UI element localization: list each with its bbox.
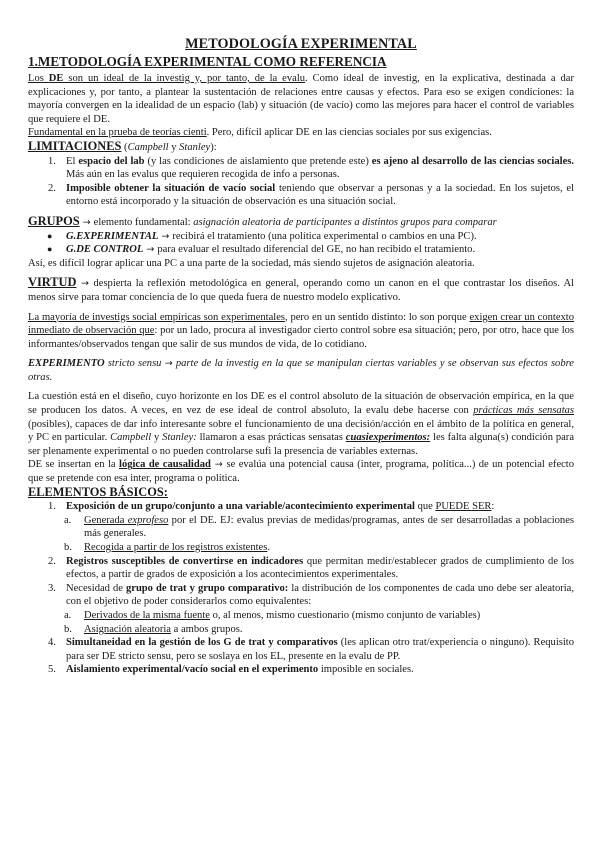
text: recibirá el tratamiento (una política experimental o cambios en una PC). [172, 230, 477, 242]
list-item [28, 155, 574, 182]
underlined-text: Derivados de la misma fuente [84, 609, 210, 621]
italic-text: Stanley [179, 141, 211, 153]
list-number: 5. [48, 664, 56, 676]
text: que permitan medir/establecer grados de cumplimiento de los efectos, a partir de grados de exposición a los acontecimientos experimentales. [66, 555, 574, 581]
list-item [28, 230, 574, 244]
section-heading-elementos: ELEMENTOS BÁSICOS: [28, 484, 168, 499]
bold-text: Simultaneidad en la gestión de los G de trat y comparativos [66, 637, 338, 649]
cuestion-paragraph [28, 390, 574, 458]
bold-text: es ajeno al desarrollo de las ciencias sociales. [371, 155, 574, 167]
underlined-text: PUEDE SER [435, 501, 492, 513]
text: y [168, 141, 180, 153]
bold-text: espacio del lab [78, 155, 145, 167]
text: la distribución de los componentes de cada uno debe ser aleatoria, con el objetivo de poder considerarlos como equivalentes: [66, 582, 574, 608]
text: imposible en sociales. [318, 664, 414, 676]
bold-text: grupo de trat y grupo comparativo: [125, 582, 289, 594]
text: por el DE. EJ: evalus previas de medidas/programas, antes de ser desarrolladas a poblaciones más generales. [84, 514, 574, 540]
list-number: 3. [48, 582, 56, 594]
text: elemento fundamental: [93, 216, 194, 228]
underlined-text: Generada [84, 514, 128, 526]
grupos-paragraph [28, 215, 574, 230]
list-item [28, 555, 574, 582]
text: Los [28, 73, 49, 84]
list-item [28, 514, 574, 541]
section-heading-virtud: VIRTUD [28, 275, 77, 290]
text: (les aplican otro trat/experiencia o ninguno). Requisito para ser DE stricto sensu, pero se soslaya en los EL, presente en la evalu de PP. [66, 637, 574, 662]
list-item [28, 541, 574, 555]
underlined-text: Recogida a partir de los registros existentes [84, 542, 268, 553]
text: La cuestión está en el diseño, cuyo horizonte en los DE es el control absoluto de la situación de observación empírica, en la que se producen los datos. A veces, en vez de ese ideal de control absoluto, la evalu debe hacerse con [28, 391, 574, 417]
arrow-icon: → [143, 244, 158, 256]
list-number: 2. [48, 555, 56, 567]
text: : por un lado, procura al investigador cierto control sobre esa situación; pero, por otro, hace que los informantes/observados tengan que salir de sus mundos de vida, de lo cotidiano. [28, 325, 574, 350]
italic-text: Campbell [127, 141, 169, 153]
text: Necesidad de [66, 582, 126, 594]
text: que [414, 501, 436, 513]
text: : [491, 501, 495, 513]
bold-underlined-italic-text: cuasiexperimentos: [345, 432, 431, 444]
mayoria-paragraph [28, 311, 574, 352]
limitaciones-list [28, 155, 574, 209]
list-letter: b. [64, 623, 72, 635]
arrow-icon: → [76, 278, 94, 290]
italic-text: parte de la investig en la que se manipulan ciertas variables y se observan sus efectos sobre otras. [28, 358, 574, 383]
bold-text: Imposible obtener la situación de vacío social [66, 182, 276, 194]
list-item [28, 182, 574, 209]
arrow-icon: → [79, 216, 94, 228]
list-item [28, 663, 574, 677]
virtud-paragraph [28, 276, 574, 304]
elementos-list [28, 500, 574, 514]
bold-underlined-text: lógica de causalidad [119, 459, 211, 471]
underlined-text: exigen crear un contexto inmediato de observación que [28, 311, 574, 337]
text: se evalúa una potencial causa (inter, programa, política...) de un potencial efecto que se pretende con esa inter, programa o política. [28, 459, 575, 485]
section-heading-limitaciones: LIMITACIONES [28, 138, 122, 153]
text: les falta alguna(s) condición para ser plenamente experimental o no pueden controlarse sufi la presencia de variables externas. [28, 432, 574, 457]
bold-text: DE [48, 73, 64, 84]
list-letter: a. [64, 514, 72, 526]
bold-text: Registros susceptibles de convertirse en indicadores [66, 555, 304, 567]
list-item [28, 623, 574, 637]
text: ): [210, 141, 217, 153]
section-heading-metodologia: 1.METODOLOGÍA EXPERIMENTAL COMO REFERENCIA [28, 54, 387, 69]
text: . Pero, difícil aplicar DE en las ciencias sociales por sus exigencias. [206, 127, 492, 139]
text: DE se insertan en la [28, 459, 120, 471]
elementos-sublist-1 [28, 514, 574, 555]
text: y [151, 432, 163, 444]
elementos-list-cont [28, 555, 574, 609]
underlined-text: Fundamental en la prueba de teorías cienti [28, 127, 207, 139]
list-number: 4. [48, 637, 56, 649]
grupos-after: Así, es difícil lograr aplicar una PC a una parte de la sociedad, más siendo sujetos de asignación aleatoria. [28, 257, 475, 269]
text: , pero en un sentido distinto: lo son porque [285, 311, 470, 323]
bold-text: Exposición de un grupo/conjunto a una variable/acontecimiento experimental [66, 501, 415, 513]
elementos-heading-line [28, 486, 574, 501]
experimento-paragraph [28, 357, 574, 384]
elementos-sublist-3 [28, 609, 574, 636]
paragraph-fundamental [28, 126, 574, 140]
limitaciones-heading-line [28, 140, 574, 155]
text: llamaron a esas prácticas sensatas [196, 432, 346, 444]
list-letter: b. [64, 542, 72, 553]
bold-text: Aislamiento experimental/vacío social en el experimento [66, 664, 319, 676]
text: . [267, 542, 270, 553]
paragraph-ideal-investig [28, 72, 574, 126]
italic-text: Stanley: [162, 432, 197, 444]
bold-italic-text: EXPERIMENTO [28, 358, 105, 370]
section-heading-grupos: GRUPOS [28, 213, 80, 228]
bullet-icon: ● [47, 244, 53, 255]
list-number: 2. [48, 182, 56, 194]
text: o, al menos, mismo cuestionario (mismo conjunto de variables) [209, 609, 481, 621]
text: teniendo que observar a personas y a la sociedad. En los sujetos, el entorno está incorporado y la situación de observación es una situación social. [66, 182, 575, 208]
italic-text: stricto sensu [104, 358, 165, 370]
text: para evaluar el resultado diferencial del GE, no han recibido el tratamiento. [157, 244, 476, 256]
text: El [66, 155, 79, 167]
underlined-text [28, 73, 305, 84]
italic-text: Campbell [110, 432, 152, 444]
text: Más aún en las evalus que requieren recogida de info a personas. [66, 169, 340, 181]
text: . Como ideal de investig, en la explicativa, destinada a dar explicaciones y, por tanto, a plantear la sustentación de relaciones entre causas y efectos. Para eso se exigen condiciones: la mayoría convergen en la idealidad de un espacio (lab) y situación (de vacío) como las mejores para hacer el control de variables que requiere el DE. [28, 73, 574, 125]
list-letter: a. [64, 609, 72, 621]
list-item [28, 609, 574, 623]
list-item [28, 243, 574, 257]
italic-text: asignación aleatoria de participantes a distintos grupos para comparar [193, 216, 497, 228]
underlined-italic-text: prácticas más sensatas [473, 405, 575, 417]
underlined-italic-text: exprofeso [127, 514, 169, 526]
list-item [28, 500, 574, 514]
bold-italic-text: G.DE CONTROL [66, 244, 144, 256]
list-number: 1. [48, 155, 56, 167]
text: (posibles), capaces de dar info interesante sobre el funcionamiento de una decisión/acción en el ámbito de la política en general, y PC en particular. [28, 418, 574, 444]
list-item [28, 636, 574, 663]
causalidad-paragraph [28, 458, 574, 485]
underlined-text: La mayoría de investigs social empíricas son experimentales [28, 311, 285, 323]
text: (y las condiciones de aislamiento que pretende este) [144, 155, 372, 167]
arrow-icon: → [210, 459, 227, 471]
text: son un ideal de la investig y, por tanto, de la evalu [63, 73, 306, 84]
text: a ambos grupos. [170, 623, 243, 635]
underlined-text: Asignación aleatoria [84, 623, 171, 635]
list-number: 1. [48, 501, 56, 513]
text: ( [121, 141, 128, 153]
text: despierta la reflexión metodológica en general, operando como un canon en el que contrastar los diseños. Al menos sirve para tomar conciencia de lo que queda fuera de nuestro modelo explicativo. [28, 278, 574, 303]
arrow-icon: → [158, 230, 173, 242]
document-title: METODOLOGÍA EXPERIMENTAL [185, 36, 417, 52]
bold-italic-text: G.EXPERIMENTAL [66, 230, 159, 242]
list-item [28, 582, 574, 609]
bullet-icon: ● [47, 230, 53, 241]
grupos-list [28, 230, 574, 257]
elementos-list-end [28, 636, 574, 677]
arrow-icon: → [164, 358, 173, 370]
